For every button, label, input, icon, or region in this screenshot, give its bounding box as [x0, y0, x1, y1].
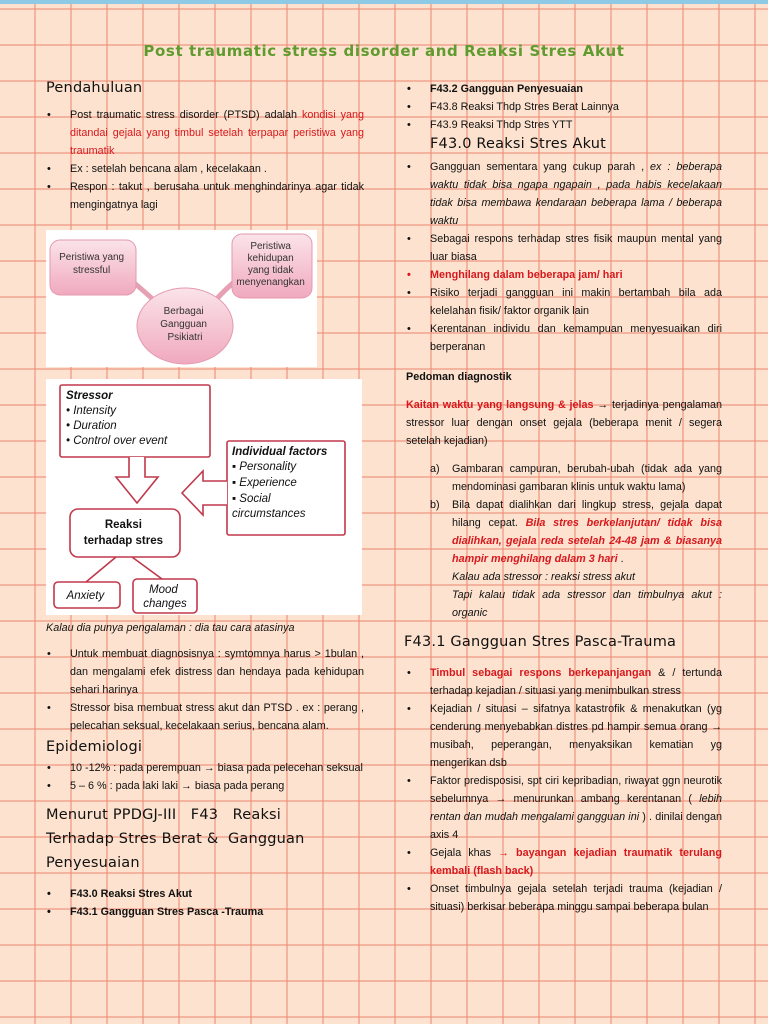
list-item: • Timbul sebagai respons berkepanjangan & / tertunda terhadap kejadian / situasi yang menimbulkan stress — [406, 664, 722, 700]
list-item: • Untuk membuat diagnosisnya : symtomnya harus > 1bulan , dan mengalami efek distress dan hendaya pada kehidupan sehari harinya — [46, 645, 364, 699]
list-item: • Kejadian / situasi – sifatnya katastrofik & menakutkan (yg cenderung menyebabkan distres pd hampir semua orang → musibah, peperangan, menyaksikan kematian yg mengerikan dsb — [406, 700, 722, 772]
list-item: • Gangguan sementara yang cukup parah , ex : beberapa waktu tidak bisa ngapa ngapain , pada habis kecelakaan tidak bisa membawa kendaraan beberapa lama / beberapa waktu — [406, 158, 722, 230]
svg-text:Peristiwa yang stressf: Peristiwa yang stressful Peristiwa kehidupan yang tidak menyenangkan Berbagai Gangguan Psikiatri — [59, 241, 305, 343]
f430-list — [406, 158, 722, 356]
list-item: • 10 -12% : pada perempuan → biasa pada pelecehan seksual — [46, 759, 364, 777]
f43-list — [406, 80, 722, 134]
diagram-1-svg — [46, 230, 317, 367]
arrow-icon: → — [498, 847, 509, 859]
arrow-icon: → — [711, 721, 722, 733]
f431-heading: F43.1 Gangguan Stres Pasca-Trauma — [404, 634, 677, 650]
epidemiologi-list — [46, 759, 364, 795]
list-item: • F43.2 Gangguan Penyesuaian — [406, 80, 722, 98]
list-item: • Gejala khas → bayangan kejadian traumatik terulang kembali (flash back) — [406, 844, 722, 880]
list-item: • Menghilang dalam beberapa jam/ hari — [406, 266, 722, 284]
list-item: • F43.1 Gangguan Stres Pasca -Trauma — [46, 903, 364, 921]
top-border — [0, 0, 768, 4]
list-item: • Post traumatic stress disorder (PTSD) adalah kondisi yang ditandai gejala yang timbul setelah terpapar peristiwa yang traumatik — [46, 106, 364, 160]
criteria-b: b) Bila dapat dialihkan dari lingkup stress, gejala dapat hilang cepat. Bila stres berkelanjutan/ tidak bisa dialihkan, gejala reda setelah 24-48 jam & biasanya hampir menghilang dalam 3 hari . Kalau ada stressor : reaksi stress akut Tapi kalau tidak ada stressor dan timbulnya akut : organic — [430, 499, 722, 619]
box-stress-reaction — [70, 509, 180, 557]
pendahuluan-list — [46, 106, 364, 214]
diagnosis-list — [46, 645, 364, 735]
line-to-mood — [132, 557, 162, 579]
f430-heading: F43.0 Reaksi Stres Akut — [430, 136, 607, 152]
arrow-icon: → — [203, 762, 215, 774]
right-column — [406, 76, 722, 916]
epidemiologi-heading: Epidemiologi — [46, 739, 143, 755]
highlight-text: kondisi yang ditandai gejala yang timbul setelah terpapar peristiwa yang traumatik — [70, 109, 364, 157]
pendahuluan-heading: Pendahuluan — [46, 80, 143, 96]
list-item: • Kerentanan individu dan kemampuan menyesuaikan diri berperanan — [406, 320, 722, 356]
f431-list — [406, 664, 722, 916]
svg-text:Stressor • Intensity: Stressor • Intensity • Duration • Control over event Individual factors ▪ Personality ▪ Experience ▪ Social circumstances Reaksi terhadap stres Anxiety Mood changes — [66, 390, 328, 610]
criteria-a: a) Gambaran campuran, berubah-ubah (tidak ada yang mendominasi gambaran klinis untuk waktu lama) — [430, 463, 722, 493]
arrow-left — [182, 471, 227, 515]
list-item: • 5 – 6 % : pada laki laki → biasa pada perang — [46, 777, 364, 795]
psychiatric-disorders-diagram — [46, 230, 317, 367]
list-item: • F43.0 Reaksi Stres Akut — [46, 885, 364, 903]
figure-caption: Kalau dia punya pengalaman : dia tau cara atasinya — [46, 622, 295, 634]
list-item: • Faktor predisposisi, spt ciri kepribadian, riwayat ggn neurotik sebelumnya → menurunkan ambang kerentanan ( lebih rentan dan mudah mengalami gangguan ini ) . dinilai dengan axis 4 — [406, 772, 722, 844]
line-to-anxiety — [86, 557, 116, 582]
list-item: • Respon : takut , berusaha untuk menghindarinya agar tidak mengingatnya lagi — [46, 178, 364, 214]
arrow-icon: → — [495, 793, 507, 805]
list-item: • Onset timbulnya gejala setelah terjadi trauma (kejadian / situasi) berkisar beberapa minggu sampai beberapa bulan — [406, 880, 722, 916]
list-item: • Stressor bisa membuat stress akut dan PTSD . ex : perang , pelecahan seksual, kecelakaan serius, bencana alam. — [46, 699, 364, 735]
arrow-icon: → — [181, 780, 192, 792]
stress-reaction-diagram — [46, 379, 362, 615]
list-item: • Risiko terjadi gangguan ini makin bertambah bila ada kelelahan fisik/ faktor organik lain — [406, 284, 722, 320]
list-item: • Sebagai respons terhadap stres fisik maupun mental yang luar biasa — [406, 230, 722, 266]
pedoman-text: Kaitan waktu yang langsung & jelas → terjadinya pengalaman stressor luar dengan onset gejala (beberapa menit / segera setelah kejadian) — [406, 399, 723, 447]
list-item: • F43.9 Reaksi Thdp Stres YTT — [406, 116, 722, 134]
arrow-icon: → — [597, 399, 609, 411]
arrow-down — [116, 457, 158, 503]
list-item: • F43.8 Reaksi Thdp Stres Berat Lainnya — [406, 98, 722, 116]
pedoman-criteria — [406, 460, 722, 622]
pedoman-heading: Pedoman diagnostik — [406, 371, 512, 383]
page-title: Post traumatic stress disorder and Reaksi Stres Akut — [143, 42, 625, 60]
left-column — [46, 76, 364, 921]
list-item: • Ex : setelah bencana alam , kecelakaan . — [46, 160, 364, 178]
ppdgj-list — [46, 885, 364, 921]
diagram-2-svg — [46, 379, 362, 615]
ppdgj-heading: Menurut PPDGJ-III F43 Reaksi Terhadap Stres Berat & Gangguan Penyesuaian — [46, 807, 305, 871]
